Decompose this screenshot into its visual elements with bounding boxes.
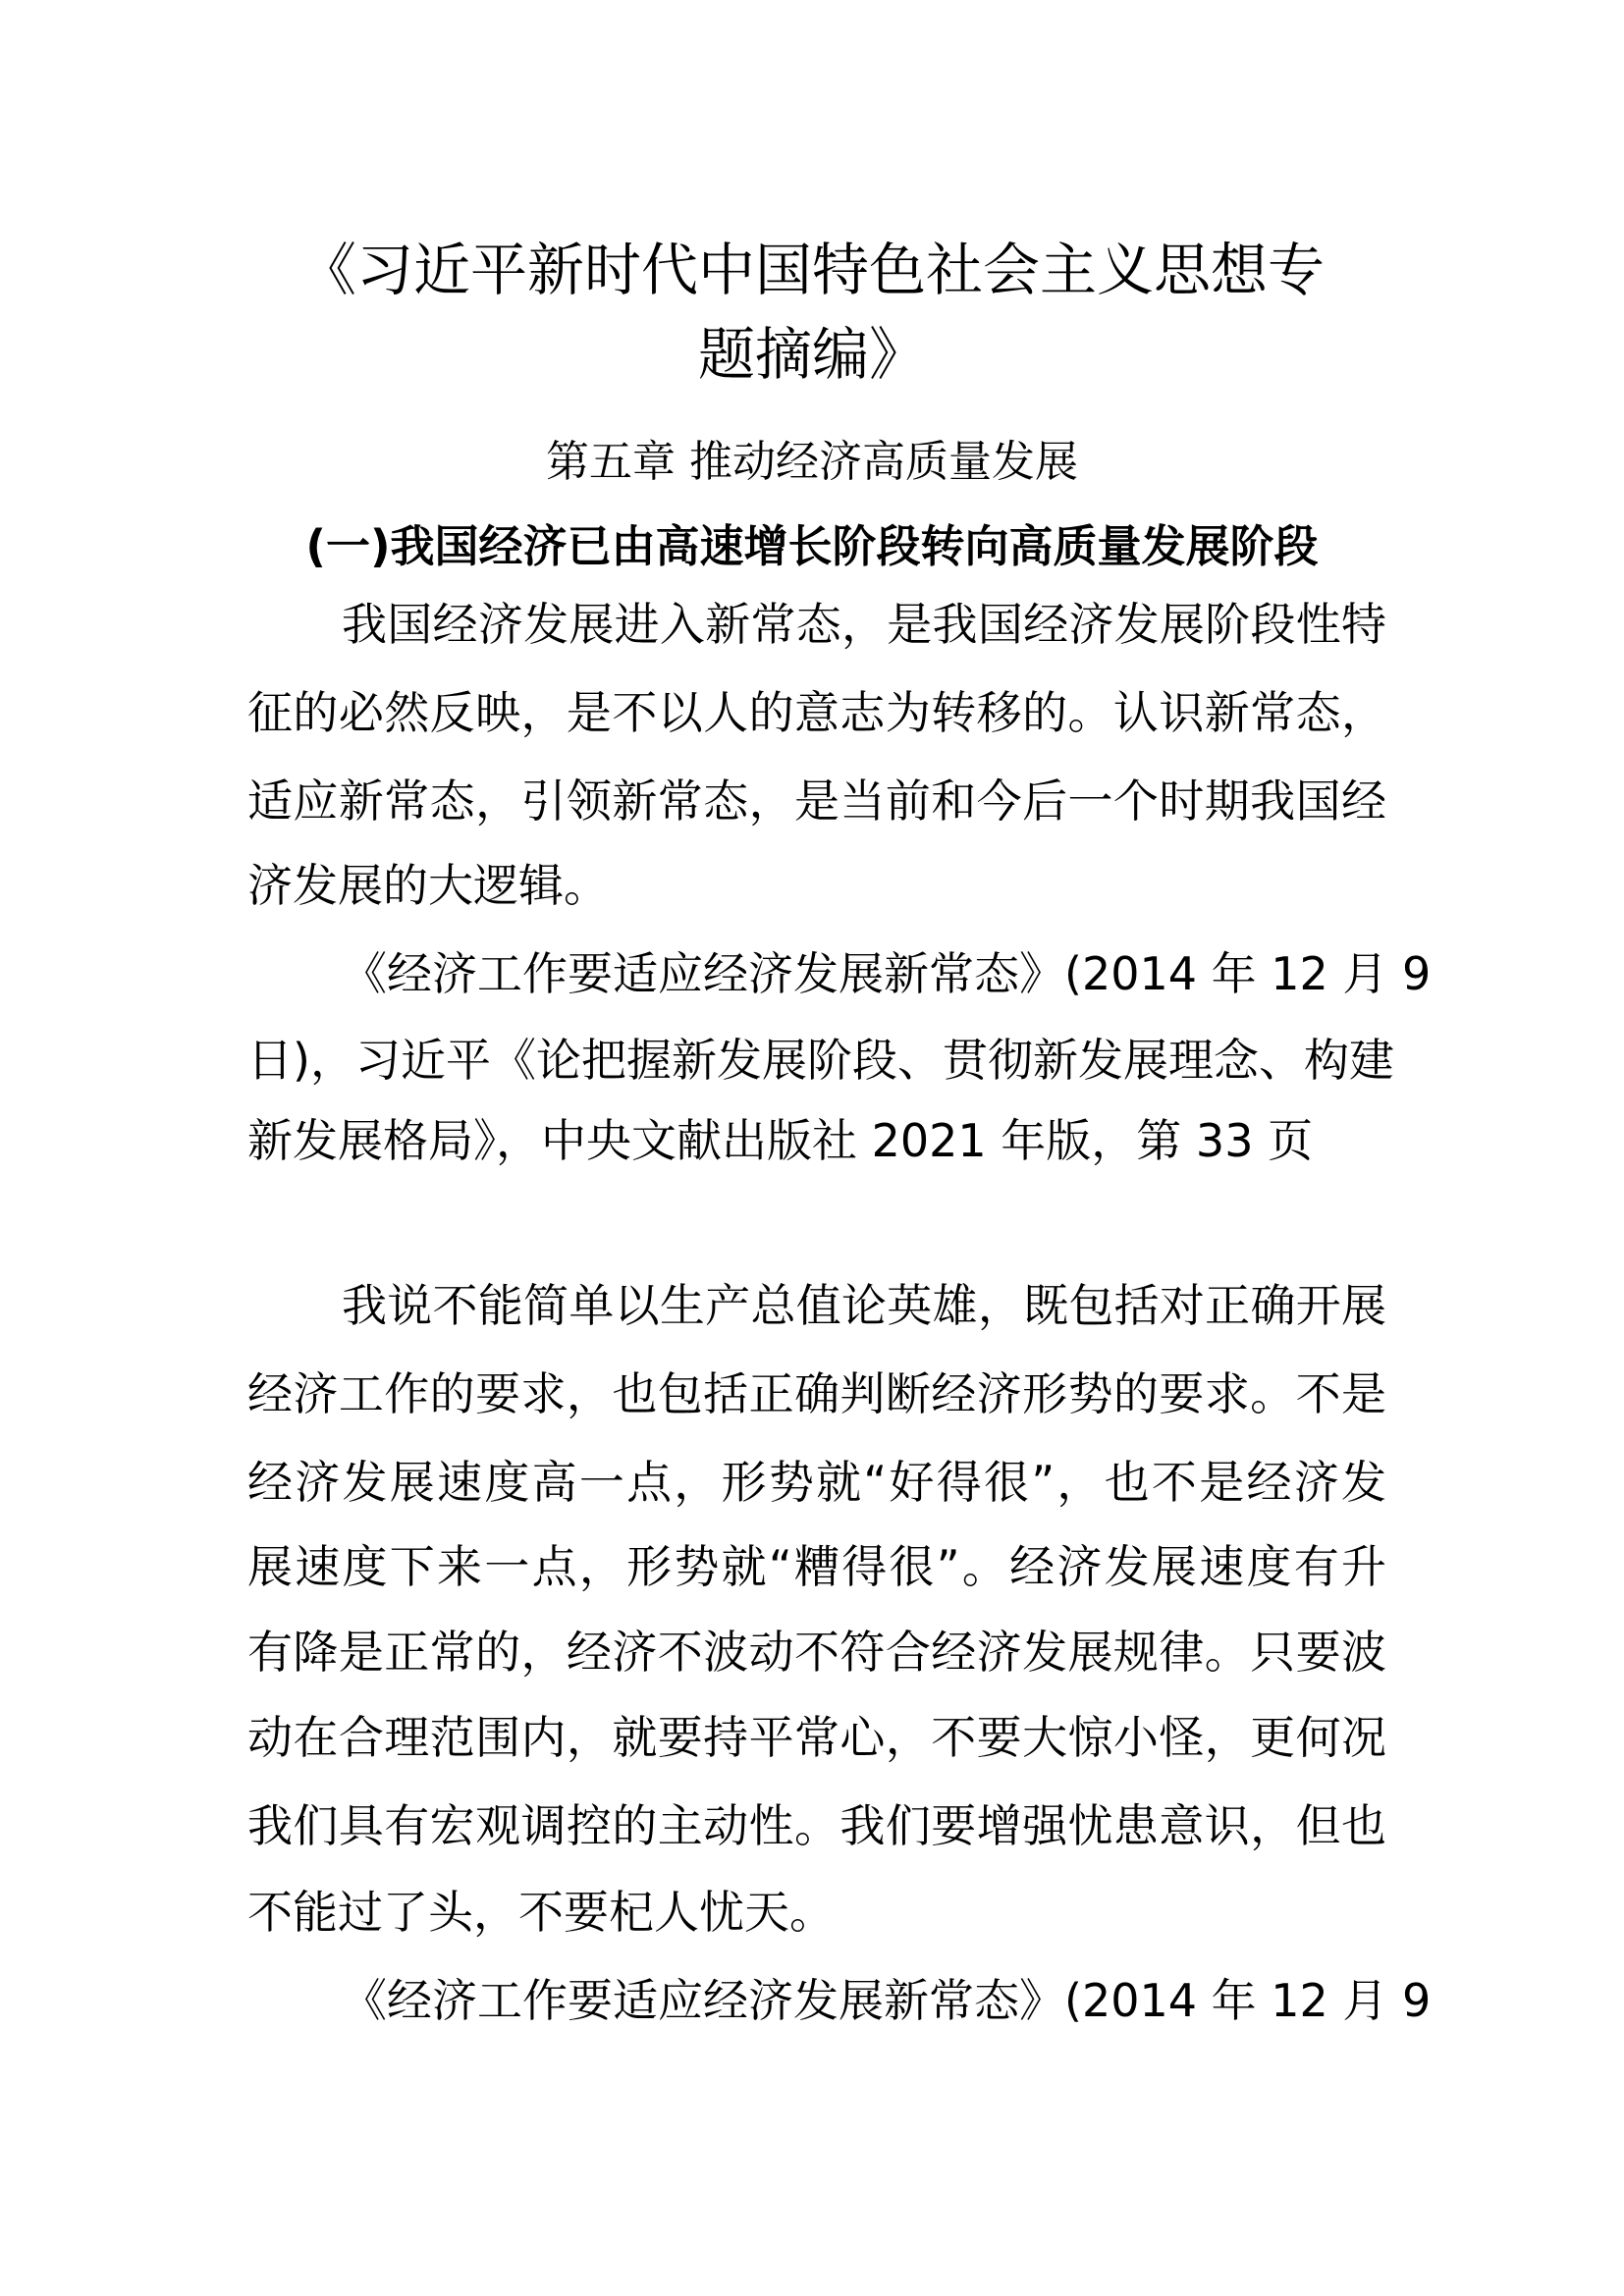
section-heading: (一)我国经济已由高速增长阶段转向高质量发展阶段: [305, 520, 1319, 572]
paragraph-line: 我国经济发展进入新常态，是我国经济发展阶段性特: [342, 598, 1386, 651]
paragraph-line: 动在合理范围内，就要持平常心，不要大惊小怪，更何况: [247, 1711, 1386, 1764]
paragraph-line: 适应新常态，引领新常态，是当前和今后一个时期我国经: [247, 774, 1386, 828]
paragraph-line: 我说不能简单以生产总值论英雄，既包括对正确开展: [342, 1279, 1386, 1332]
citation-line: 《经济工作要适应经济发展新常态》(2014 年 12 月 9: [342, 1974, 1432, 2027]
paragraph-line: 有降是正常的，经济不波动不符合经济发展规律。只要波: [247, 1626, 1386, 1679]
paragraph-line: 济发展的大逻辑。: [247, 859, 609, 912]
paragraph-line: 展速度下来一点，形势就“糟得很”。经济发展速度有升: [247, 1540, 1386, 1593]
paragraph-line: 不能过了头，不要杞人忧天。: [247, 1886, 835, 1939]
citation-line: 新发展格局》，中央文献出版社 2021 年版，第 33 页: [247, 1114, 1314, 1167]
document-title-line-1: 《习近平新时代中国特色社会主义思想专: [298, 237, 1325, 303]
paragraph-line: 我们具有宏观调控的主动性。我们要增强忧患意识，但也: [247, 1799, 1386, 1852]
citation-line: 日)，习近平《论把握新发展阶段、贯彻新发展理念、构建: [247, 1034, 1394, 1087]
paragraph-line: 经济发展速度高一点，形势就“好得很”，也不是经济发: [247, 1456, 1386, 1509]
document-title-line-2: 题摘编》: [697, 321, 926, 388]
paragraph-line: 征的必然反映，是不以人的意志为转移的。认识新常态，: [247, 686, 1386, 739]
citation-line: 《经济工作要适应经济发展新常态》(2014 年 12 月 9: [342, 947, 1432, 1000]
paragraph-line: 经济工作的要求，也包括正确判断经济形势的要求。不是: [247, 1367, 1386, 1420]
chapter-heading: 第五章 推动经济高质量发展: [546, 437, 1078, 487]
